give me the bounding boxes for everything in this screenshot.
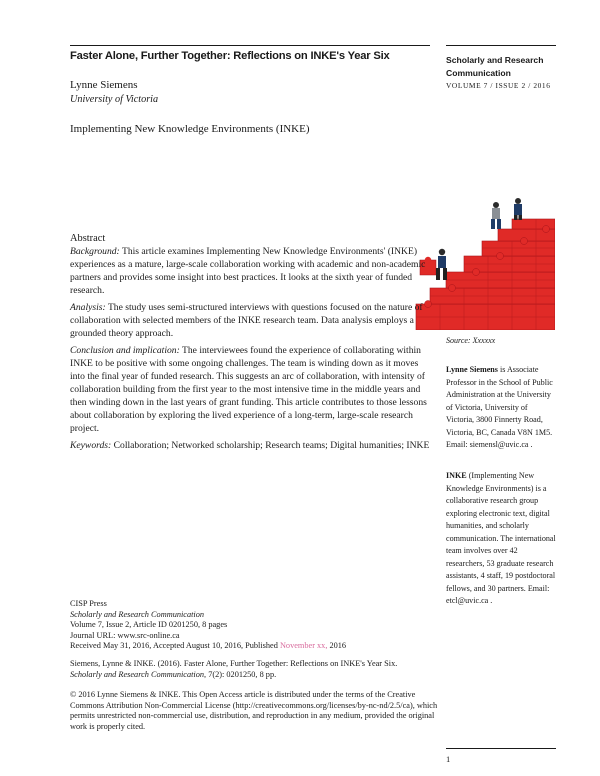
project-name: Implementing New Knowledge Environments (INKE) [70, 123, 310, 135]
bio-author-name: Lynne Siemens [446, 365, 498, 374]
citation-rest: , 7(2): 0201250, 8 pp. [204, 669, 277, 679]
author-name: Lynne Siemens [70, 79, 138, 91]
top-rule-right [446, 45, 556, 46]
abstract-keywords [70, 439, 430, 452]
inke-bio [446, 470, 556, 608]
keywords-text: Collaboration; Networked scholarship; Research teams; Digital humanities; INKE [111, 440, 430, 451]
bottom-rule [446, 748, 556, 749]
analysis-label: Analysis: [70, 302, 106, 313]
keywords-label: Keywords: [70, 440, 112, 451]
published-date: November xx, [279, 641, 328, 651]
publication-info [70, 599, 470, 652]
abstract-section [70, 232, 430, 456]
conclusion-label: Conclusion and implication: [70, 345, 180, 356]
received-line [70, 641, 470, 652]
license-text: © 2016 Lynne Siemens & INKE. This Open Access article is distributed under the terms of the Creative Commons Attribution Non-Commercial License (http://creativecommons.org/licenses/by-nc-nd/2.5/ca), which permits unrestricted non-commercial use, distribution, and reproduction in any medium, provided the original work is properly cited. [70, 690, 438, 731]
article-title: Faster Alone, Further Together: Reflections on INKE's Year Six [70, 50, 390, 62]
bio-inke-name: INKE [446, 471, 467, 480]
citation-line1: Siemens, Lynne & INKE. (2016). Faster Alone, Further Together: Reflections on INKE's Year Six. [70, 659, 398, 668]
background-text: This article examines Implementing New Knowledge Environments' (INKE) experiences as a mature, large-scale collaboration working with academic and non-academic partners and provides some insight into best practices. It looks at the sixth year of funded research. [70, 246, 426, 296]
figure-source: Source: Xxxxxx [446, 336, 496, 345]
bio-inke-text: (Implementing New Knowledge Environments) is a collaborative research group exploring electronic text, digital humanities, and scholarly communication. The international team involves over 42 researchers, 53 graduate research assistants, 4 staff, 19 postdoctoral fellows, and 30 partners. Email: etcl@uvic.ca . [446, 471, 556, 605]
received-text: Received May 31, 2016, Accepted August 10, 2016, Published [70, 641, 280, 651]
background-label: Background: [70, 246, 120, 257]
citation [70, 659, 470, 680]
abstract-analysis [70, 301, 430, 340]
top-rule-left [70, 45, 430, 46]
person-left-figure [436, 249, 447, 280]
citation-line2 [70, 670, 470, 681]
journal-url: Journal URL: www.src-online.ca [70, 630, 180, 640]
person-top-figure [491, 202, 501, 229]
page-number: 1 [446, 754, 451, 764]
citation-journal: Scholarly and Research Communication [70, 669, 205, 679]
analysis-text: The study uses semi-structured interviews with questions focused on the nature of collaboration with selected members of the INKE research team. Data analysis employs a grounded theory approach. [70, 302, 423, 339]
author-affiliation: University of Victoria [70, 94, 159, 105]
pub-journal: Scholarly and Research Communication [70, 609, 205, 619]
person-right-figure [514, 198, 522, 220]
abstract-heading: Abstract [70, 233, 106, 244]
volume-line: VOLUME 7 / ISSUE 2 / 2016 [446, 81, 551, 90]
publisher: CISP Press [70, 599, 107, 608]
pub-volume: Volume 7, Issue 2, Article ID 0201250, 8 pages [70, 620, 228, 630]
journal-name: Scholarly and Research Communication [446, 55, 544, 78]
abstract-conclusion [70, 344, 430, 435]
author-bio [446, 364, 556, 452]
published-year: 2016 [327, 641, 347, 651]
abstract-background [70, 245, 430, 297]
conclusion-text: The interviewees found the experience of collaborating within INKE to be positive with some ongoing challenges. The team is winding down as it moves into the final year of funded research. This suggests an arc of collaboration, with intensity of collaboration building from the first year to the most intensive time in the middle years and then winding down in the last years of grant funding. This article contributes to those lessons about collaboration by exploring the lived experience of a long-term, large-scale research project. [70, 345, 427, 434]
bio-author-text: is Associate Professor in the School of Public Administration at the University of Victoria, University of Victoria, 3800 Finnerty Road, Victoria, BC, Canada V8N 1M5. Email: siemensl@uvic.ca . [446, 365, 553, 449]
